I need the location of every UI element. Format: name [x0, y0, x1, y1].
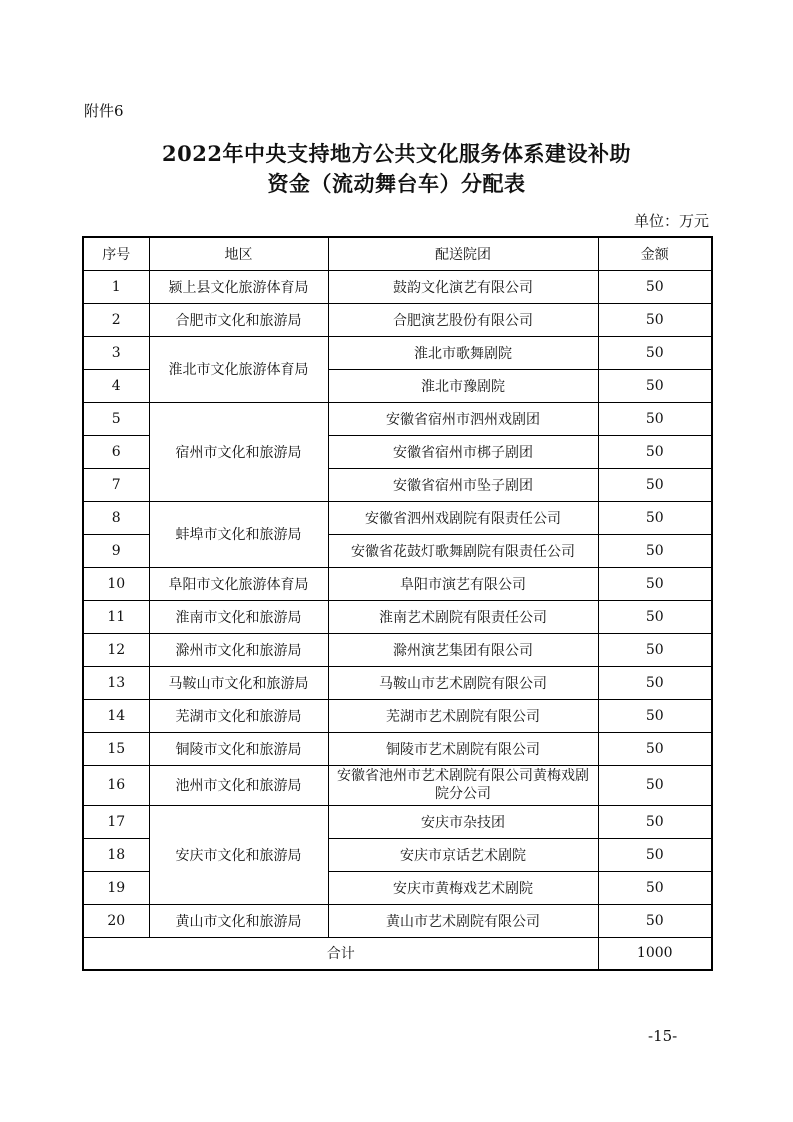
- table-row: [83, 270, 712, 303]
- total-label: 合计: [83, 937, 598, 970]
- row-no: 18: [83, 838, 149, 871]
- row-amount: 50: [598, 501, 712, 534]
- row-amount: 50: [598, 402, 712, 435]
- row-amount: 50: [598, 468, 712, 501]
- attachment-label: 附件6: [84, 102, 124, 120]
- row-no: 13: [83, 666, 149, 699]
- unit-label: 单位：万元: [633, 212, 709, 230]
- row-amount: 50: [598, 633, 712, 666]
- row-troupe: 铜陵市艺术剧院有限公司: [328, 732, 598, 765]
- table-row: [83, 633, 712, 666]
- row-amount: 50: [598, 270, 712, 303]
- row-region: 颍上县文化旅游体育局: [149, 270, 328, 303]
- row-troupe: 芜湖市艺术剧院有限公司: [328, 699, 598, 732]
- row-amount: 50: [598, 805, 712, 838]
- table-row: [83, 765, 712, 805]
- row-troupe: 安庆市京话艺术剧院: [328, 838, 598, 871]
- document-title-line2: 资金（流动舞台车）分配表: [267, 171, 526, 196]
- row-no: 2: [83, 303, 149, 336]
- row-amount: 50: [598, 904, 712, 937]
- row-no: 7: [83, 468, 149, 501]
- row-region: 芜湖市文化和旅游局: [149, 699, 328, 732]
- table-row: [83, 732, 712, 765]
- row-no: 17: [83, 805, 149, 838]
- row-no: 3: [83, 336, 149, 369]
- header-no: 序号: [83, 237, 149, 270]
- row-no: 1: [83, 270, 149, 303]
- row-troupe: 滁州演艺集团有限公司: [328, 633, 598, 666]
- row-no: 16: [83, 765, 149, 805]
- row-amount: 50: [598, 765, 712, 805]
- table-row: [83, 303, 712, 336]
- row-amount: 50: [598, 699, 712, 732]
- row-region: 池州市文化和旅游局: [149, 765, 328, 805]
- row-troupe: 淮北市歌舞剧院: [328, 336, 598, 369]
- row-amount: 50: [598, 666, 712, 699]
- table-row: [83, 501, 712, 534]
- header-region: 地区: [149, 237, 328, 270]
- row-no: 9: [83, 534, 149, 567]
- row-no: 12: [83, 633, 149, 666]
- row-amount: 50: [598, 600, 712, 633]
- row-troupe: 鼓韵文化演艺有限公司: [328, 270, 598, 303]
- row-no: 10: [83, 567, 149, 600]
- allocation-table: [82, 236, 713, 971]
- row-no: 11: [83, 600, 149, 633]
- header-amount: 金额: [598, 237, 712, 270]
- row-troupe: 马鞍山市艺术剧院有限公司: [328, 666, 598, 699]
- row-troupe: 合肥演艺股份有限公司: [328, 303, 598, 336]
- table-row: [83, 904, 712, 937]
- document-title-line1: 2022年中央支持地方公共文化服务体系建设补助: [162, 141, 631, 166]
- row-troupe: 黄山市艺术剧院有限公司: [328, 904, 598, 937]
- row-region: 黄山市文化和旅游局: [149, 904, 328, 937]
- row-troupe: 安徽省宿州市梆子剧团: [328, 435, 598, 468]
- row-amount: 50: [598, 303, 712, 336]
- total-amount: 1000: [598, 937, 712, 970]
- row-troupe: 安徽省泗州戏剧院有限责任公司: [328, 501, 598, 534]
- row-amount: 50: [598, 435, 712, 468]
- table-row: [83, 699, 712, 732]
- page-number: -15-: [648, 1027, 678, 1045]
- row-no: 6: [83, 435, 149, 468]
- row-region: 淮北市文化旅游体育局: [149, 336, 328, 402]
- row-amount: 50: [598, 336, 712, 369]
- row-troupe: 淮北市豫剧院: [328, 369, 598, 402]
- table-row: [83, 666, 712, 699]
- row-troupe: 安庆市黄梅戏艺术剧院: [328, 871, 598, 904]
- row-no: 15: [83, 732, 149, 765]
- row-troupe: 安徽省宿州市坠子剧团: [328, 468, 598, 501]
- row-no: 4: [83, 369, 149, 402]
- row-no: 19: [83, 871, 149, 904]
- row-troupe: 安庆市杂技团: [328, 805, 598, 838]
- row-region: 蚌埠市文化和旅游局: [149, 501, 328, 567]
- row-region: 铜陵市文化和旅游局: [149, 732, 328, 765]
- row-troupe: 淮南艺术剧院有限责任公司: [328, 600, 598, 633]
- row-amount: 50: [598, 534, 712, 567]
- table-row: [83, 402, 712, 435]
- table-row: [83, 567, 712, 600]
- row-region: 马鞍山市文化和旅游局: [149, 666, 328, 699]
- table-row: [83, 600, 712, 633]
- row-region: 安庆市文化和旅游局: [149, 805, 328, 904]
- row-no: 5: [83, 402, 149, 435]
- row-no: 8: [83, 501, 149, 534]
- row-region: 淮南市文化和旅游局: [149, 600, 328, 633]
- total-row: [83, 937, 712, 970]
- row-region: 滁州市文化和旅游局: [149, 633, 328, 666]
- table-row: [83, 336, 712, 369]
- row-amount: 50: [598, 369, 712, 402]
- row-region: 宿州市文化和旅游局: [149, 402, 328, 501]
- row-amount: 50: [598, 871, 712, 904]
- table-header-row: [83, 237, 712, 270]
- row-no: 20: [83, 904, 149, 937]
- row-troupe: 安徽省花鼓灯歌舞剧院有限责任公司: [328, 534, 598, 567]
- row-region: 阜阳市文化旅游体育局: [149, 567, 328, 600]
- row-no: 14: [83, 699, 149, 732]
- row-amount: 50: [598, 567, 712, 600]
- header-troupe: 配送院团: [328, 237, 598, 270]
- row-troupe: 安徽省宿州市泗州戏剧团: [328, 402, 598, 435]
- row-amount: 50: [598, 838, 712, 871]
- row-amount: 50: [598, 732, 712, 765]
- table-row: [83, 805, 712, 838]
- row-troupe: 安徽省池州市艺术剧院有限公司黄梅戏剧院分公司: [328, 765, 598, 805]
- row-region: 合肥市文化和旅游局: [149, 303, 328, 336]
- row-troupe: 阜阳市演艺有限公司: [328, 567, 598, 600]
